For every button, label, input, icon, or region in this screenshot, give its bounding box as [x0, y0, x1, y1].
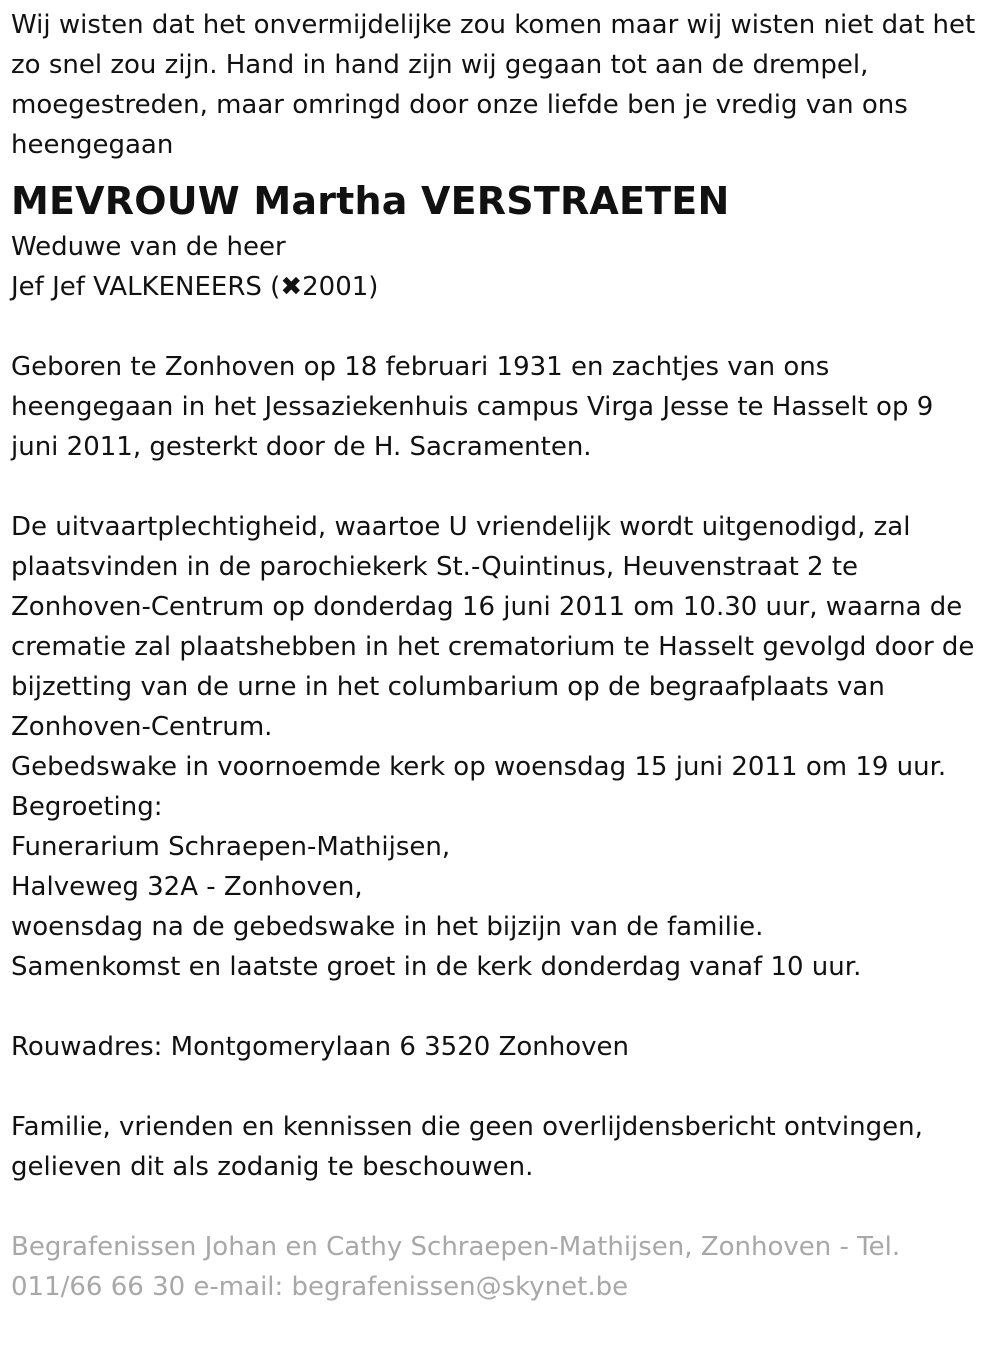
spouse-text: Jef Jef VALKENEERS (✖2001): [11, 272, 379, 302]
deceased-name: MEVROUW Martha VERSTRAETEN: [11, 179, 730, 223]
greeting-time-text: woensdag na de gebedswake in het bijzijn van de familie.: [11, 912, 764, 942]
spacer: [11, 1187, 980, 1227]
spacer: [11, 987, 980, 1027]
funeral-home-address: Halveweg 32A - Zonhoven,: [11, 872, 363, 902]
funeral-text: De uitvaartplechtigheid, waartoe U vriendelijk wordt uitgenodigd, zal plaatsvinden in de parochiekerk St.-Quintinus, Heuvenstraat 2 te Zonhoven-Centrum op donderdag 16 juni 2011 om 10.30 uur, waarna de crematie zal plaatshebben in het crematorium te Hasselt gevolgd door de bijzetting van de urne in het columbarium op de begraafplaats van Zonhoven-Centrum.: [11, 512, 975, 742]
greeting-label: Begroeting:: [11, 792, 163, 822]
relation-text: Weduwe van de heer: [11, 232, 286, 262]
footer-text: Begrafenissen Johan en Cathy Schraepen-Mathijsen, Zonhoven - Tel. 011/66 66 30 e-mail: begrafenissen@skynet.be: [11, 1232, 901, 1302]
birth-death-text: Geboren te Zonhoven op 18 februari 1931 en zachtjes van ons heengegaan in het Jessaziekenhuis campus Virga Jesse te Hasselt op 9 juni 2011, gesterkt door de H. Sacramenten.: [11, 352, 934, 462]
vigil-text: Gebedswake in voornoemde kerk op woensdag 15 juni 2011 om 19 uur.: [11, 752, 947, 782]
intro-text: Wij wisten dat het onvermijdelijke zou komen maar wij wisten niet dat het zo snel zou zijn. Hand in hand zijn wij gegaan tot aan de drempel, moegestreden, maar omringd door onze liefde ben je vredig van ons heengegaan: [11, 10, 976, 160]
gathering-text: Samenkomst en laatste groet in de kerk donderdag vanaf 10 uur.: [11, 952, 862, 982]
funeral-home-text: Funerarium Schraepen-Mathijsen,: [11, 832, 451, 862]
spacer: [11, 1067, 980, 1107]
spacer: [11, 307, 980, 347]
spacer: [11, 467, 980, 507]
mourning-address: Rouwadres: Montgomerylaan 6 3520 Zonhoven: [11, 1032, 630, 1062]
notice-text: Familie, vrienden en kennissen die geen overlijdensbericht ontvingen, gelieven dit als zodanig te beschouwen.: [11, 1112, 923, 1182]
